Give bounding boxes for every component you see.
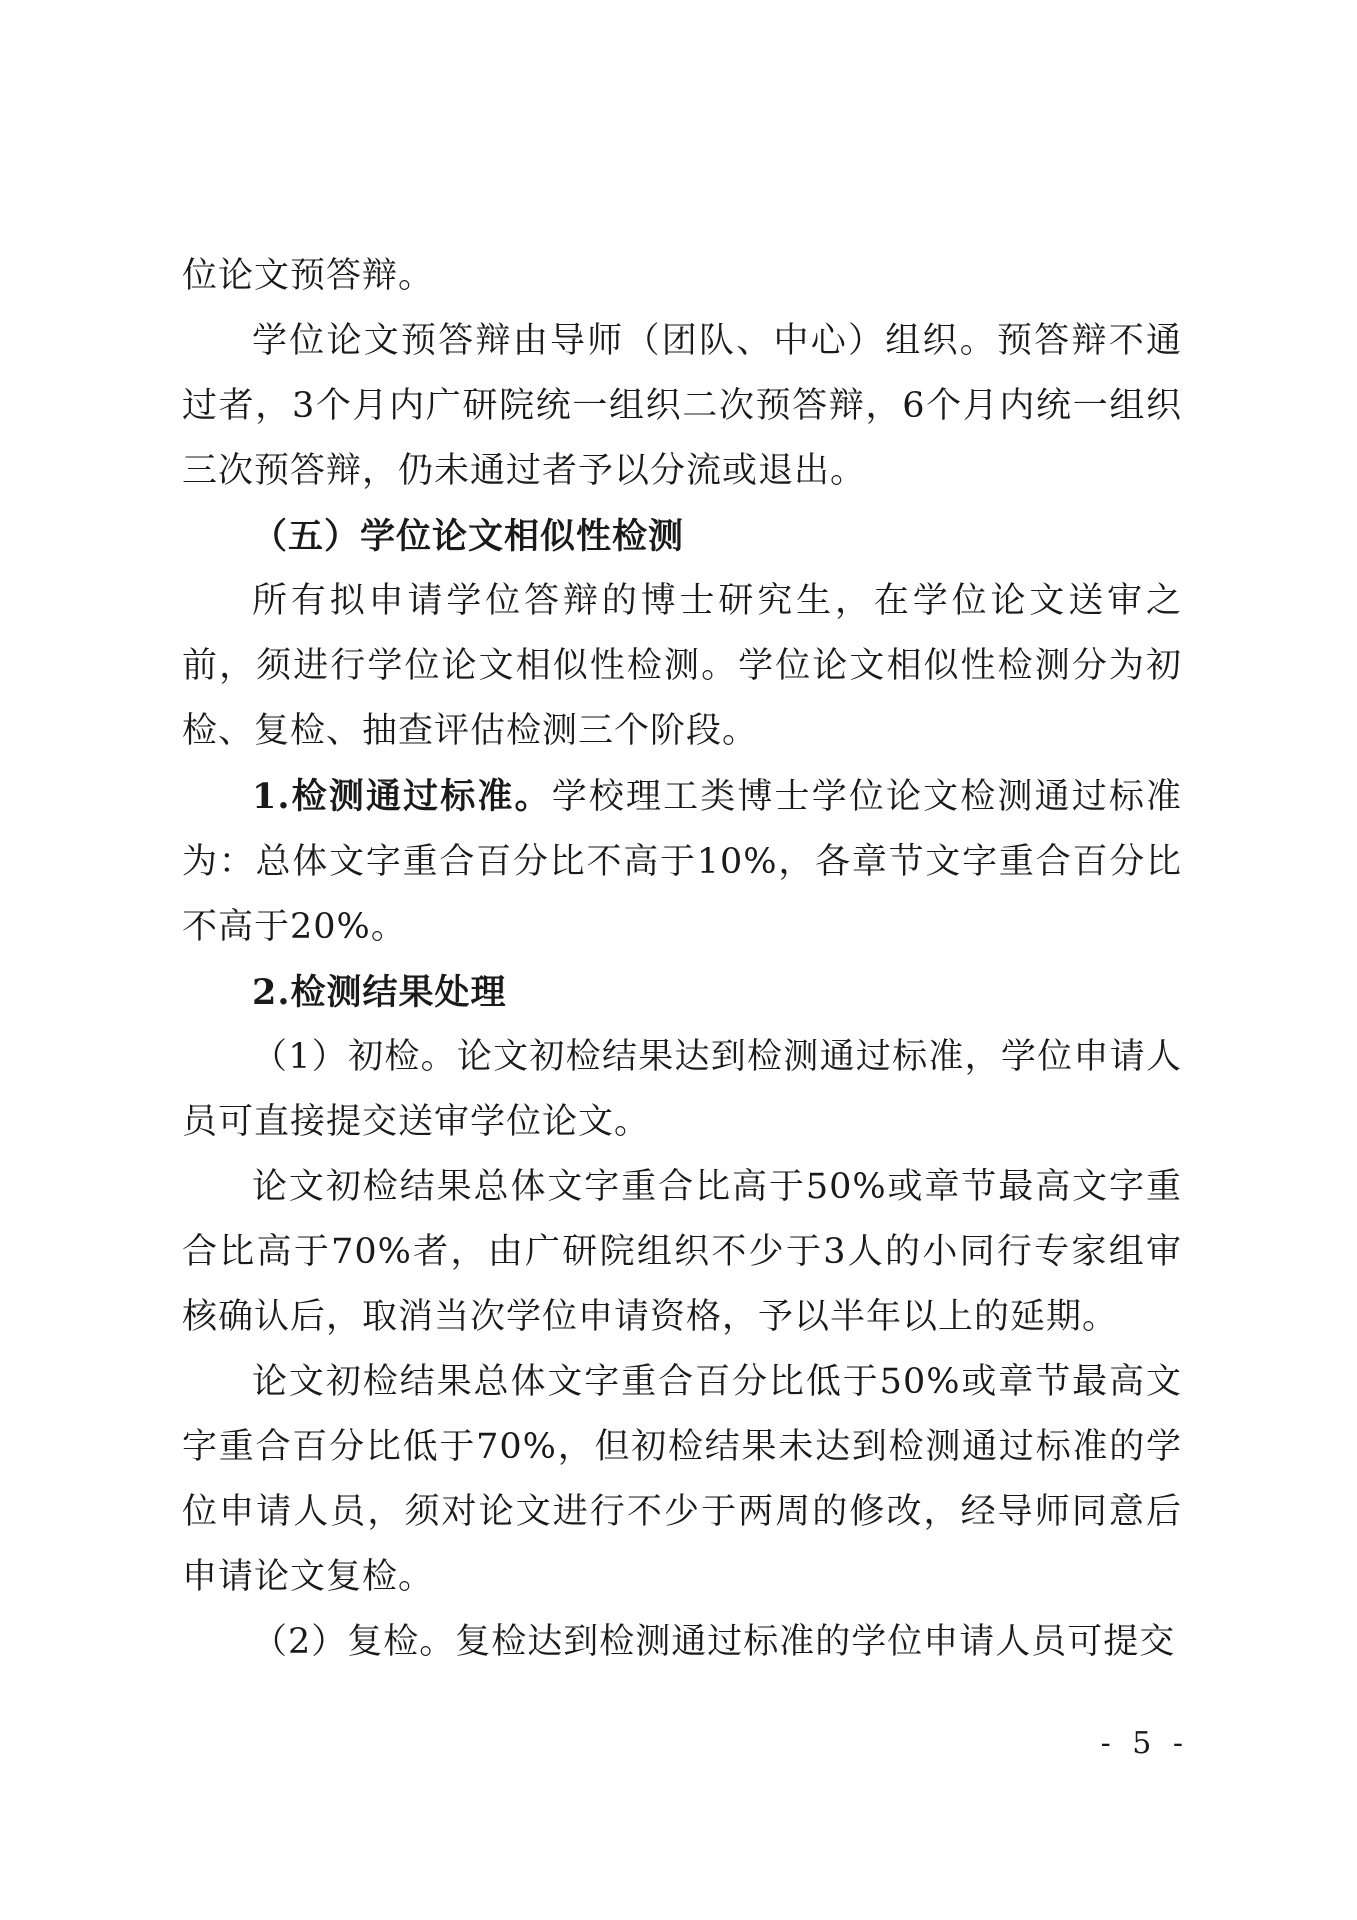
- section-heading-similarity-check: （五）学位论文相似性检测: [252, 516, 685, 557]
- pass-standard-body: 学校理工类博士学位论文检测通过标准为：总体文字重合百分比不高于10%，各章节文字重合百分比不高于20%。: [182, 777, 1182, 947]
- subheading-result-handling: 2.检测结果处理: [252, 972, 507, 1013]
- paragraph-similarity-intro: 所有拟申请学位答辩的博士研究生，在学位论文送审之前，须进行学位论文相似性检测。学位论文相似性检测分为初检、复检、抽查评估检测三个阶段。: [182, 581, 1182, 751]
- pass-standard-lead: 1.检测通过标准。: [252, 776, 552, 817]
- paragraph-continuation: 位论文预答辩。: [182, 256, 435, 296]
- paragraph-recheck: （2）复检。复检达到检测通过标准的学位申请人员可提交: [252, 1622, 1176, 1662]
- page-number: - 5 -: [1100, 1726, 1189, 1761]
- document-body: [182, 244, 1182, 1675]
- paragraph-initial-high: 论文初检结果总体文字重合比高于50%或章节最高文字重合比高于70%者，由广研院组织不少于3人的小同行专家组审核确认后，取消当次学位申请资格，予以半年以上的延期。: [182, 1167, 1182, 1337]
- paragraph-initial-check: （1）初检。论文初检结果达到检测通过标准，学位申请人员可直接提交送审学位论文。: [182, 1037, 1182, 1142]
- paragraph-initial-mid: 论文初检结果总体文字重合百分比低于50%或章节最高文字重合百分比低于70%，但初检结果未达到检测通过标准的学位申请人员，须对论文进行不少于两周的修改，经导师同意后申请论文复检。: [182, 1362, 1182, 1597]
- paragraph-pass-standard: [182, 764, 1182, 960]
- paragraph-pre-defense: 学位论文预答辩由导师（团队、中心）组织。预答辩不通过者，3个月内广研院统一组织二次预答辩，6个月内统一组织三次预答辩，仍未通过者予以分流或退出。: [182, 321, 1182, 491]
